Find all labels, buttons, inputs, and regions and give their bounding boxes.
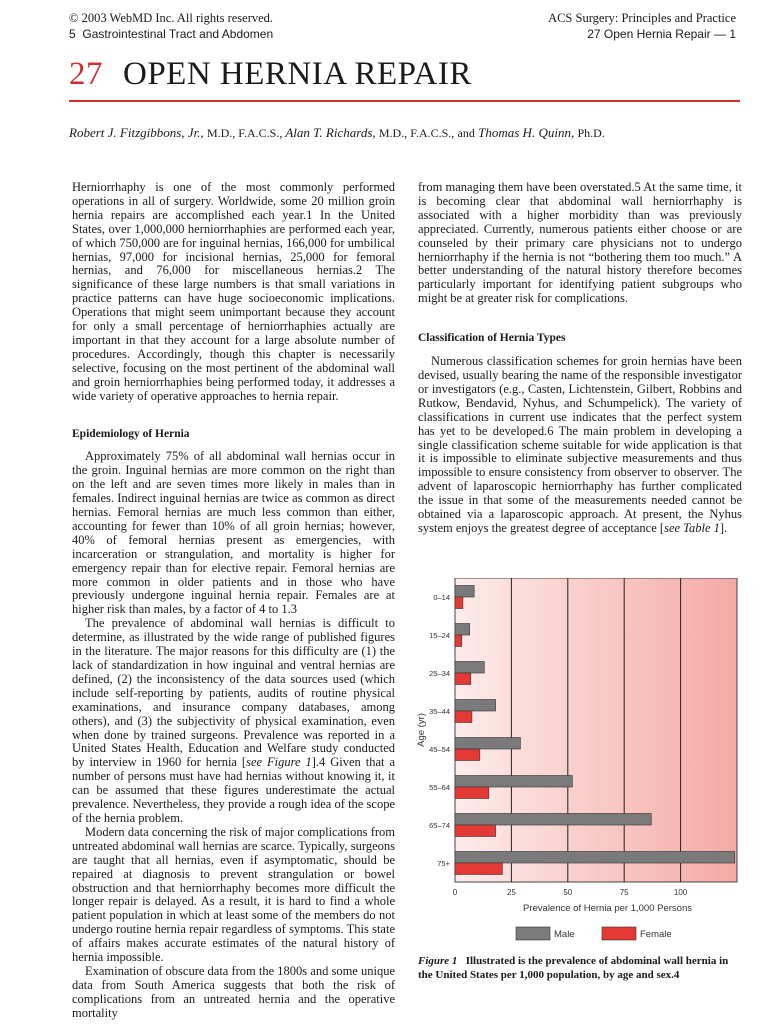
text-run: ]. <box>719 520 728 535</box>
page-number: — 1 <box>713 27 736 41</box>
author-line <box>69 125 605 141</box>
section-heading-epidemiology: Epidemiology of Hernia <box>72 427 190 440</box>
y-tick-label: 45–54 <box>429 745 450 754</box>
bar-male <box>455 700 496 712</box>
bar-female <box>455 863 502 875</box>
text-run: The prevalence of abdominal wall hernias is difficult to determine, as illustrated by the wide range of published figures in the literature. The major reasons for this difficulty are (1) the lack of standardization in how inguinal and ventral hernias are defined, (2) the inconsistency of the data sources used (which include self-reporting by patients, audits of routine physical examinations, and insurance company databases, among others), and (3) the subjectivity of physical examination, even when done by trained surgeons. Prevalence was reported in a United States Health, Education and Welfare study conducted by interview in 1960 for hernia [ <box>72 616 395 770</box>
x-tick-label: 50 <box>563 888 573 897</box>
bar-female <box>455 673 471 685</box>
chapter-ref-text: 27 Open Hernia Repair <box>587 27 711 41</box>
bar-male <box>455 586 474 598</box>
legend-female-label: Female <box>640 929 672 940</box>
bar-female <box>455 825 496 837</box>
legend-male-label: Male <box>554 929 575 940</box>
text-run: Numerous classification schemes for groin hernias have been devised, usually bearing the name of the responsible investigator or investigators (e.g., Casten, Lichtenstein, Gilbert, Robbins and Rutkow, Bendavid, Nyhus, and Schumpelick). The variety of classifications in current use indicates that the perfect system has yet to be developed.6 The main problem in developing a single classification scheme suitable for wide application is that it is impossible to eliminate subjective measurements and thus impossible to ensure consistency from observer to observer. The advent of laparoscopic herniorrhaphy has further complicated the issue in that some of the measurements needed cannot be obtained via a laparoscopic approach. At present, the Nyhus system enjoys the greatest degree of acceptance [ <box>418 354 742 535</box>
x-tick-labels <box>453 888 688 897</box>
section-number: 5 <box>69 27 76 41</box>
author-degree: M.D., F.A.C.S., <box>206 126 283 140</box>
left-column <box>72 181 395 1021</box>
book-title: ACS Surgery: Principles and Practice <box>548 11 736 25</box>
bar-male <box>455 738 520 750</box>
bar-male <box>455 776 572 788</box>
y-tick-label: 0–14 <box>433 593 450 602</box>
section-heading-classification: Classification of Hernia Types <box>418 332 566 345</box>
plot-area <box>455 578 737 882</box>
x-tick-label: 25 <box>506 888 516 897</box>
body-paragraph: Approximately 75% of all abdominal wall hernias occur in the groin. Inguinal hernias are more common on the right than on the left and are seven times more likely in males than in females. Indirect inguinal hernias are twice as common as direct hernias. Femoral hernias are much less common than either, accounting for fewer than 10% of all groin hernias; however, 40% of femoral hernias present as emergencies, with incarceration or strangulation, and mortality is higher for emergency repair than for elective repair. Femoral hernias are more common in older patients and in those who have previously undergone inguinal hernia repair. Females are at higher risk than males, by a factor of 4 to 1.3 <box>72 449 395 617</box>
chapter-number: 27 <box>69 56 103 92</box>
legend-male-swatch <box>516 927 550 940</box>
figure-label: Figure 1 <box>418 955 458 967</box>
x-tick-label: 0 <box>452 888 458 897</box>
bar-male <box>455 624 470 636</box>
body-paragraph: Modern data concerning the risk of major complications from untreated abdominal wall hernias are scarce. Typically, surgeons are taught that all hernias, even if asymptomatic, should be repaired at diagnosis to prevent strangulation or bowel obstruction and that herniorrhaphy becomes more difficult the longer repair is delayed. As a result, it is hard to find a whole patient population in which at least some of the members do not undergo routine hernia repair regardless of symptoms. This state of affairs makes accurate estimates of the natural history of hernia impossible. <box>72 824 395 965</box>
y-tick-label: 65–74 <box>429 821 450 830</box>
legend-female-swatch <box>602 927 636 940</box>
figure-caption-text: Illustrated is the prevalence of abdominal wall hernia in the United States per 1,000 population, by age and sex.4 <box>418 955 729 981</box>
right-column <box>418 181 742 536</box>
y-axis-label: Age (yr) <box>416 713 427 747</box>
section-name: Gastrointestinal Tract and Abdomen <box>82 27 274 41</box>
author-name: Robert J. Fitzgibbons, Jr., <box>69 125 204 140</box>
bar-male <box>455 662 484 674</box>
table-reference-link[interactable]: see Table 1 <box>664 520 720 535</box>
running-header-right <box>548 10 736 42</box>
hernia-prevalence-chart <box>410 578 745 948</box>
body-paragraph <box>418 355 742 536</box>
chapter-reference <box>548 26 736 42</box>
author-degree: M.D., F.A.C.S., <box>378 126 455 140</box>
y-tick-label: 25–34 <box>429 669 450 678</box>
y-tick-labels <box>429 593 450 868</box>
title-rule <box>69 100 740 102</box>
bar-male <box>455 852 735 864</box>
author-name: Alan T. Richards, <box>285 125 376 140</box>
bar-female <box>455 597 463 609</box>
y-tick-label: 55–64 <box>429 783 450 792</box>
body-paragraph: Examination of obscure data from the 1800s and some unique data from South America suggests that both the risk of complications from an untreated hernia and the operative mortality <box>72 963 395 1020</box>
x-axis-label: Prevalence of Hernia per 1,000 Persons <box>523 903 692 914</box>
legend <box>516 927 672 940</box>
bar-female <box>455 749 480 761</box>
y-tick-label: 15–24 <box>429 631 450 640</box>
x-tick-label: 75 <box>619 888 629 897</box>
bar-female <box>455 711 472 723</box>
bar-female <box>455 635 462 647</box>
figure-reference-link[interactable]: see Figure 1 <box>246 755 312 770</box>
chapter-title-text: OPEN HERNIA REPAIR <box>123 56 472 92</box>
y-tick-label: 35–44 <box>429 707 450 716</box>
bar-female <box>455 787 489 799</box>
author-degree: Ph.D. <box>577 126 605 140</box>
bar-male <box>455 814 651 826</box>
running-header-left <box>69 10 273 42</box>
author-name: Thomas H. Quinn, <box>478 125 575 140</box>
section-label <box>69 26 273 42</box>
intro-paragraph: Herniorrhaphy is one of the most commonly performed operations in all of surgery. Worldwide, some 20 million groin hernia repairs are accomplished each year.1 In the United States, over 1,000,000 herniorrhaphies are performed each year, of which 750,000 are for inguinal hernias, 166,000 for umbilical hernias, 97,000 for incisional hernias, 25,000 for femoral hernias, and 76,000 for miscellaneous hernias.2 The significance of these large numbers is that small variations in practice patterns can have huge socioeconomic implications. Operations that might seem unimportant because they account for only a small percentage of herniorrhaphies actually are important in that they account for a large absolute number of procedures. Accordingly, though this chapter is necessarily selective, focusing on the most pertinent of the abdominal wall and groin herniorrhaphies being performed today, it addresses a wide variety of operative approaches to hernia repair. <box>72 180 395 403</box>
x-tick-label: 100 <box>673 888 688 897</box>
y-tick-label: 75+ <box>437 859 450 868</box>
body-paragraph <box>72 617 395 826</box>
chapter-title <box>69 56 472 93</box>
copyright: © 2003 WebMD Inc. All rights reserved. <box>69 11 274 25</box>
author-connector: and <box>457 126 475 140</box>
body-paragraph: from managing them have been overstated.5 At the same time, it is becoming clear that abdominal wall herniorrhaphy is associated with a higher morbidity than was previously appreciated. Currently, numerous patients either choose or are counseled by their primary care physicians not to undergo herniorrhaphy if the hernia is not “bothering them too much.” A better understanding of the natural history therefore becomes particularly important for identifying patient subgroups who might be at greater risk for complications. <box>418 180 742 306</box>
figure-caption <box>418 954 743 982</box>
text-run: ].4 Given that a number of persons must have had hernias without knowing it, it can be assumed that these figures underestimate the actual prevalence. Nevertheless, they provide a rough idea of the scope of the hernia problem. <box>72 755 395 825</box>
